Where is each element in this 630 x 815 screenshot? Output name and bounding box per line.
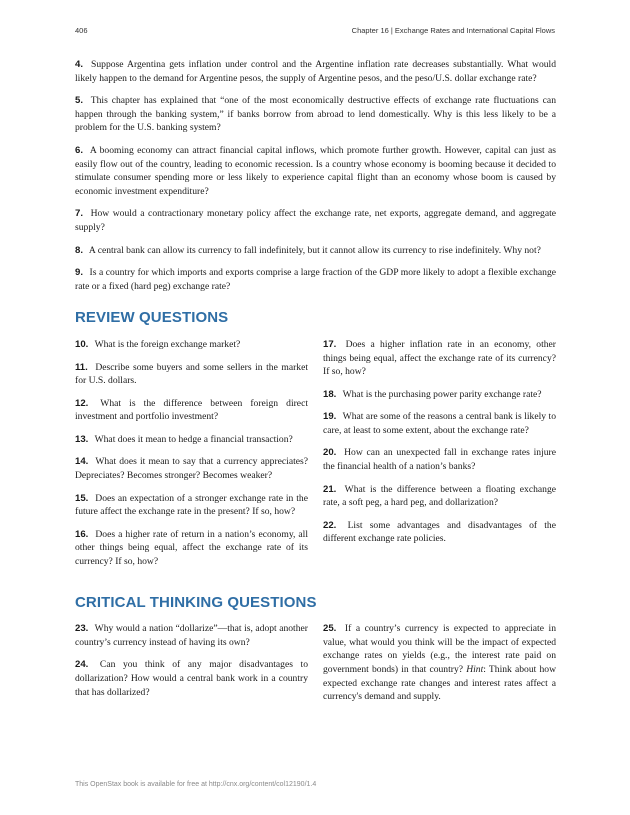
critical-question <box>323 622 556 704</box>
question-text: If a country’s currency is expected to appreciate in value, what would you think will be the impact of expected exchange rates on yields (e.g., the interest rate paid on government bonds) in that country? <box>323 623 556 675</box>
review-left-column <box>75 338 308 578</box>
question-text: What is the foreign exchange market? <box>94 338 241 350</box>
question-number: 11. <box>75 361 88 373</box>
question-text: Describe some buyers and some sellers in the market for U.S. dollars. <box>75 361 308 387</box>
review-question <box>323 338 556 379</box>
review-questions <box>75 338 556 578</box>
review-questions-heading: REVIEW QUESTIONS <box>75 309 229 327</box>
question-text: Why would a nation “dollarize”—that is, adopt another country’s currency instead of having its own? <box>75 623 308 648</box>
question-text: What are some of the reasons a central bank is likely to care, at least to some extent, about the exchange rate? <box>323 411 556 436</box>
footer-note: This OpenStax book is available for free at http://cnx.org/content/col12190/1.4 <box>75 781 317 788</box>
question-text: : Think about how expected exchange rate changes and interest rates affect a currency's demand and supply. <box>323 664 556 703</box>
question-text: How would a contractionary monetary policy affect the exchange rate, net exports, aggregate demand, and aggregate supply? <box>75 208 557 233</box>
question-number: 17. <box>323 338 337 350</box>
question-number: 18. <box>323 388 337 400</box>
critical-left-column <box>75 622 308 713</box>
question-text: Does an expectation of a stronger exchange rate in the future affect the exchange rate in the present? If so, how? <box>75 492 308 518</box>
review-question <box>75 361 308 388</box>
question-number: 7. <box>75 208 84 220</box>
critical-thinking-heading: CRITICAL THINKING QUESTIONS <box>75 593 317 611</box>
question-number: 25. <box>323 623 337 635</box>
question-number: 9. <box>75 267 84 279</box>
problem-item <box>75 58 556 85</box>
question-text: Does a higher inflation rate in an economy, other things being equal, affect the exchange rate of its currency? If so, how? <box>323 338 556 378</box>
question-number: 5. <box>75 95 84 107</box>
question-number: 15. <box>75 492 89 504</box>
review-question <box>75 397 308 424</box>
review-question <box>75 433 308 447</box>
question-text: List some advantages and disadvantages of the different exchange rate policies. <box>323 519 556 545</box>
question-text: Suppose Argentina gets inflation under control and the Argentine inflation rate decreases substantially. What would likely happen to the demand for Argentine pesos, the supply of Argentine pesos, and the peso/U.S. dollar exchange rate? <box>75 59 556 84</box>
question-number: 16. <box>75 528 89 540</box>
question-number: 12. <box>75 397 89 409</box>
problem-item <box>75 144 556 198</box>
question-text: What does it mean to hedge a financial transaction? <box>94 433 293 445</box>
review-question <box>323 483 556 510</box>
critical-question <box>75 622 308 649</box>
question-text: Does a higher rate of return in a nation’s economy, all other things being equal, affect the exchange rate of its currency? If so, how? <box>75 528 308 568</box>
question-text: A booming economy can attract financial capital inflows, which promote further growth. However, capital can just as easily flow out of the country, leading to economic recession. Is a country whose economy is booming because it decided to stimulate consumer spending more or less likely to experience capital flight than an economy whose boom is caused by economic investment expenditure? <box>75 144 556 197</box>
question-number: 24. <box>75 659 89 671</box>
problem-item <box>75 244 556 258</box>
question-number: 4. <box>75 59 84 70</box>
critical-thinking-questions <box>75 622 556 713</box>
question-number: 21. <box>323 483 337 495</box>
review-question <box>323 388 556 402</box>
question-text: What is the purchasing power parity exchange rate? <box>342 388 542 400</box>
problem-item <box>75 266 556 293</box>
chapter-title: Chapter 16 | Exchange Rates and International Capital Flows <box>351 26 555 35</box>
question-text: What is the difference between a floating exchange rate, a soft peg, a hard peg, and dollarization? <box>323 483 556 509</box>
question-number: 20. <box>323 447 337 459</box>
question-text: This chapter has explained that “one of the most economically destructive effects of exchange rate fluctuations can happen through the banking system,” if banks borrow from abroad to lend domestically. Why is this less likely to be a problem for the U.S. banking system? <box>75 95 556 134</box>
question-text: What is the difference between foreign direct investment and portfolio investment? <box>75 397 308 423</box>
review-question <box>323 446 556 473</box>
question-text: How can an unexpected fall in exchange rates injure the financial health of a nation’s banks? <box>323 447 556 473</box>
review-question <box>75 528 308 569</box>
critical-right-column <box>323 622 556 713</box>
question-number: 13. <box>75 433 89 445</box>
question-number: 19. <box>323 411 337 423</box>
problem-item <box>75 94 556 135</box>
page-number: 406 <box>75 26 88 35</box>
question-text: Can you think of any major disadvantages to dollarization? How would a central bank work in a country that has dollarized? <box>75 659 308 698</box>
critical-question <box>75 658 308 699</box>
question-number: 10. <box>75 338 89 350</box>
review-right-column <box>323 338 556 578</box>
main-content <box>75 58 556 713</box>
review-question <box>75 338 308 352</box>
question-number: 23. <box>75 623 89 635</box>
question-text: A central bank can allow its currency to fall indefinitely, but it cannot allow its currency to rise indefinitely. Why not? <box>88 244 541 256</box>
review-question <box>75 492 308 519</box>
question-number: 22. <box>323 519 337 531</box>
question-text: Is a country for which imports and exports comprise a large fraction of the GDP more likely to adopt a flexible exchange rate or a fixed (hard peg) exchange rate? <box>75 267 556 292</box>
review-question <box>75 455 308 482</box>
question-text: What does it mean to say that a currency appreciates? Depreciates? Becomes stronger? Becomes weaker? <box>75 456 308 482</box>
question-number: 8. <box>75 244 84 256</box>
question-number: 14. <box>75 456 89 468</box>
review-question <box>323 410 556 437</box>
hint-label: Hint <box>466 664 484 675</box>
question-number: 6. <box>75 144 84 156</box>
review-question <box>323 519 556 546</box>
problem-item <box>75 207 556 234</box>
